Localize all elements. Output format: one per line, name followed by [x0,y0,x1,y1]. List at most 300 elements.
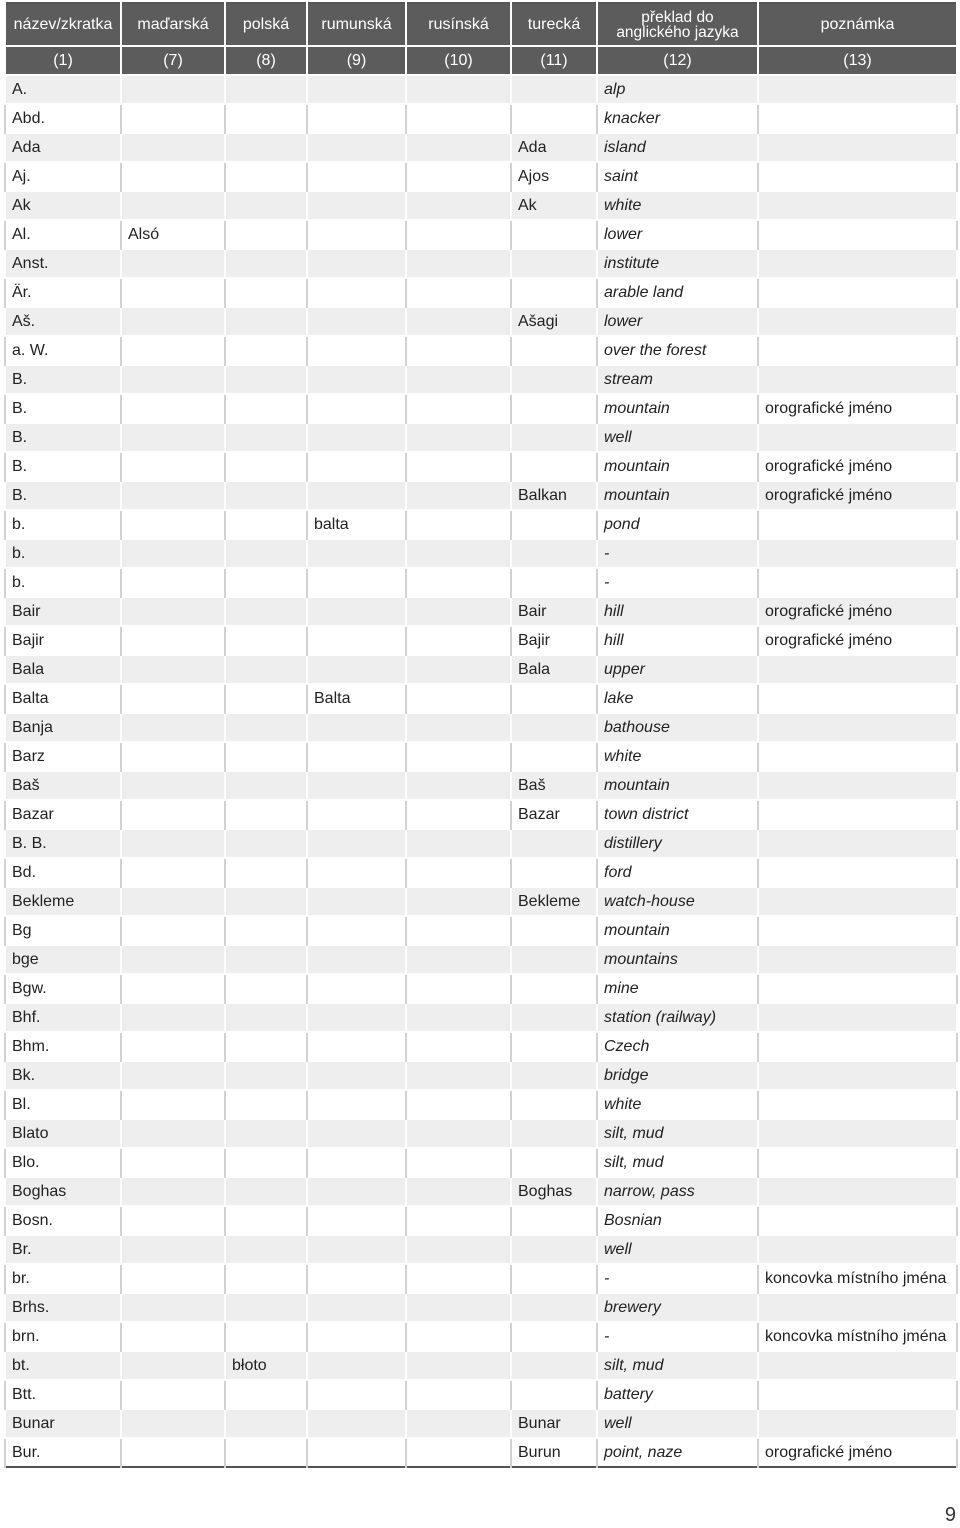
cell-polish [225,597,307,626]
cell-polish [225,742,307,771]
cell-turkish [511,742,597,771]
cell-english: Bosnian [597,1206,758,1235]
cell-name: Bala [5,655,121,684]
cell-romanian [307,365,406,394]
cell-polish [225,423,307,452]
cell-turkish: Balkan [511,481,597,510]
cell-polish [225,1206,307,1235]
cell-english: upper [597,655,758,684]
cell-romanian [307,1119,406,1148]
cell-romanian: balta [307,510,406,539]
cell-note [758,887,957,916]
cell-name: Bur. [5,1438,121,1467]
cell-romanian [307,974,406,1003]
cell-romanian [307,423,406,452]
cell-note: orografické jméno [758,597,957,626]
cell-english: lower [597,307,758,336]
cell-name: br. [5,1264,121,1293]
cell-rusyn [406,423,511,452]
cell-note: orografické jméno [758,626,957,655]
cell-hungarian [121,1293,225,1322]
cell-name: brn. [5,1322,121,1351]
cell-turkish [511,220,597,249]
table-row [5,481,957,510]
cell-english: alp [597,75,758,104]
cell-turkish [511,539,597,568]
cell-turkish: Baš [511,771,597,800]
cell-rusyn [406,713,511,742]
cell-polish [225,336,307,365]
cell-name: Abd. [5,104,121,133]
cell-rusyn [406,1177,511,1206]
cell-note [758,1148,957,1177]
cell-name: Är. [5,278,121,307]
column-number-row [5,46,957,75]
table-row [5,1438,957,1467]
table-row [5,1003,957,1032]
cell-english: battery [597,1380,758,1409]
cell-hungarian [121,452,225,481]
cell-english: island [597,133,758,162]
cell-hungarian [121,423,225,452]
cell-polish [225,104,307,133]
cell-rusyn [406,1090,511,1119]
cell-english: Czech [597,1032,758,1061]
table-row [5,423,957,452]
cell-turkish [511,1090,597,1119]
cell-name: Blo. [5,1148,121,1177]
cell-note [758,742,957,771]
cell-polish [225,481,307,510]
cell-name: Bhm. [5,1032,121,1061]
cell-rusyn [406,191,511,220]
table-row [5,916,957,945]
cell-english: mountain [597,481,758,510]
cell-name: a. W. [5,336,121,365]
cell-turkish [511,510,597,539]
cell-romanian [307,1264,406,1293]
cell-name: B. [5,423,121,452]
table-row [5,771,957,800]
cell-hungarian [121,510,225,539]
cell-note [758,1293,957,1322]
cell-note [758,945,957,974]
cell-note [758,684,957,713]
cell-rusyn [406,1206,511,1235]
cell-romanian [307,336,406,365]
table-row [5,75,957,104]
cell-romanian [307,1293,406,1322]
cell-name: Barz [5,742,121,771]
cell-name: B. [5,394,121,423]
cell-rusyn [406,1003,511,1032]
cell-note [758,191,957,220]
cell-romanian [307,771,406,800]
cell-note [758,278,957,307]
cell-hungarian [121,75,225,104]
cell-note [758,1177,957,1206]
column-number: (11) [511,46,597,75]
cell-romanian [307,713,406,742]
table-row [5,539,957,568]
cell-rusyn [406,887,511,916]
cell-turkish [511,1206,597,1235]
cell-note [758,858,957,887]
cell-romanian [307,307,406,336]
cell-rusyn [406,162,511,191]
cell-polish [225,626,307,655]
cell-hungarian [121,1032,225,1061]
cell-english: brewery [597,1293,758,1322]
cell-note [758,771,957,800]
cell-note [758,1061,957,1090]
cell-romanian [307,945,406,974]
cell-name: B. [5,481,121,510]
cell-name: Bekleme [5,887,121,916]
cell-hungarian [121,1119,225,1148]
cell-english: saint [597,162,758,191]
cell-rusyn [406,249,511,278]
cell-romanian [307,75,406,104]
table-row [5,1032,957,1061]
cell-english: - [597,1322,758,1351]
cell-polish [225,1235,307,1264]
cell-note: koncovka místního jména [758,1264,957,1293]
cell-turkish [511,1264,597,1293]
cell-name: Ak [5,191,121,220]
table-row [5,278,957,307]
cell-polish [225,249,307,278]
cell-hungarian [121,1380,225,1409]
cell-name: Bajir [5,626,121,655]
column-header-note: poznámka [758,3,957,46]
cell-polish [225,829,307,858]
cell-english: well [597,1409,758,1438]
cell-note [758,75,957,104]
cell-rusyn [406,1119,511,1148]
cell-polish [225,887,307,916]
table-row [5,1322,957,1351]
cell-note [758,974,957,1003]
cell-romanian [307,1148,406,1177]
cell-hungarian [121,1351,225,1380]
cell-note: koncovka místního jména [758,1322,957,1351]
cell-turkish [511,394,597,423]
cell-name: Bair [5,597,121,626]
cell-rusyn [406,336,511,365]
cell-rusyn [406,75,511,104]
cell-turkish: Bair [511,597,597,626]
table-row [5,1090,957,1119]
cell-note [758,1235,957,1264]
cell-hungarian [121,539,225,568]
cell-hungarian [121,307,225,336]
cell-polish [225,394,307,423]
cell-note [758,220,957,249]
cell-hungarian [121,104,225,133]
cell-name: Blato [5,1119,121,1148]
table-row [5,1235,957,1264]
cell-note: orografické jméno [758,1438,957,1467]
cell-name: b. [5,510,121,539]
cell-polish [225,1264,307,1293]
cell-hungarian [121,1409,225,1438]
cell-turkish [511,568,597,597]
cell-note [758,1351,957,1380]
cell-hungarian [121,1322,225,1351]
cell-name: Baš [5,771,121,800]
column-header-english-line2: anglického jazyka [616,23,739,41]
cell-english: lower [597,220,758,249]
cell-romanian [307,655,406,684]
cell-polish [225,220,307,249]
cell-english: pond [597,510,758,539]
cell-name: Bk. [5,1061,121,1090]
table-row [5,1409,957,1438]
cell-hungarian [121,191,225,220]
cell-note [758,1032,957,1061]
cell-english: - [597,568,758,597]
cell-name: Aj. [5,162,121,191]
cell-rusyn [406,1148,511,1177]
cell-note [758,1003,957,1032]
cell-turkish [511,75,597,104]
cell-english: arable land [597,278,758,307]
cell-note [758,1206,957,1235]
cell-rusyn [406,1438,511,1467]
cell-polish [225,974,307,1003]
cell-name: Bgw. [5,974,121,1003]
cell-polish: błoto [225,1351,307,1380]
cell-english: mountain [597,452,758,481]
cell-note [758,1119,957,1148]
cell-note [758,162,957,191]
cell-name: Aš. [5,307,121,336]
cell-rusyn [406,1264,511,1293]
cell-romanian [307,1032,406,1061]
cell-turkish [511,452,597,481]
cell-romanian [307,626,406,655]
cell-english: knacker [597,104,758,133]
cell-name: Btt. [5,1380,121,1409]
cell-hungarian [121,1148,225,1177]
cell-note [758,249,957,278]
cell-polish [225,1409,307,1438]
cell-polish [225,365,307,394]
cell-romanian [307,1090,406,1119]
cell-rusyn [406,742,511,771]
cell-english: well [597,1235,758,1264]
cell-polish [225,1090,307,1119]
cell-english: silt, mud [597,1148,758,1177]
cell-rusyn [406,771,511,800]
cell-name: Anst. [5,249,121,278]
cell-name: Banja [5,713,121,742]
cell-note [758,800,957,829]
cell-polish [225,191,307,220]
cell-romanian [307,1322,406,1351]
cell-romanian [307,1206,406,1235]
table-row [5,1380,957,1409]
column-number: (9) [307,46,406,75]
cell-hungarian [121,742,225,771]
cell-polish [225,1061,307,1090]
cell-polish [225,1293,307,1322]
cell-note [758,423,957,452]
cell-polish [225,771,307,800]
cell-turkish [511,1380,597,1409]
cell-english: mountains [597,945,758,974]
cell-romanian [307,858,406,887]
table-row [5,162,957,191]
table-row [5,191,957,220]
cell-polish [225,916,307,945]
cell-note [758,336,957,365]
cell-rusyn [406,510,511,539]
cell-romanian [307,162,406,191]
table-row [5,1148,957,1177]
cell-turkish: Bajir [511,626,597,655]
cell-turkish [511,104,597,133]
cell-rusyn [406,858,511,887]
cell-english: watch-house [597,887,758,916]
header-row [5,3,957,46]
cell-english: bridge [597,1061,758,1090]
cell-rusyn [406,568,511,597]
cell-romanian [307,1409,406,1438]
cell-name: b. [5,539,121,568]
cell-rusyn [406,539,511,568]
cell-polish [225,1322,307,1351]
cell-polish [225,800,307,829]
cell-turkish: Ada [511,133,597,162]
cell-polish [225,1380,307,1409]
cell-note: orografické jméno [758,452,957,481]
cell-turkish [511,1032,597,1061]
cell-rusyn [406,394,511,423]
cell-rusyn [406,1380,511,1409]
cell-hungarian [121,1177,225,1206]
cell-english: - [597,1264,758,1293]
cell-hungarian [121,278,225,307]
cell-name: A. [5,75,121,104]
table-row [5,307,957,336]
cell-hungarian [121,945,225,974]
cell-name: b. [5,568,121,597]
cell-polish [225,162,307,191]
cell-rusyn [406,1032,511,1061]
glossary-body [5,75,957,1467]
table-row [5,394,957,423]
cell-name: Ada [5,133,121,162]
cell-rusyn [406,133,511,162]
cell-turkish [511,713,597,742]
cell-romanian [307,104,406,133]
column-header-hungarian: maďarská [121,3,225,46]
cell-hungarian [121,162,225,191]
cell-polish [225,278,307,307]
cell-name: Bosn. [5,1206,121,1235]
cell-note [758,104,957,133]
cell-note [758,916,957,945]
cell-hungarian [121,800,225,829]
cell-romanian [307,1061,406,1090]
cell-name: Al. [5,220,121,249]
cell-polish [225,684,307,713]
cell-polish [225,307,307,336]
cell-hungarian [121,713,225,742]
cell-hungarian [121,481,225,510]
cell-rusyn [406,800,511,829]
cell-hungarian: Alsó [121,220,225,249]
cell-turkish [511,974,597,1003]
cell-hungarian [121,597,225,626]
cell-rusyn [406,1351,511,1380]
table-row [5,336,957,365]
table-row [5,1177,957,1206]
cell-hungarian [121,336,225,365]
table-row [5,1061,957,1090]
cell-english: point, naze [597,1438,758,1467]
cell-rusyn [406,1235,511,1264]
cell-turkish [511,1119,597,1148]
cell-english: mountain [597,916,758,945]
cell-english: stream [597,365,758,394]
cell-hungarian [121,1003,225,1032]
cell-turkish: Bala [511,655,597,684]
cell-rusyn [406,626,511,655]
cell-name: bge [5,945,121,974]
cell-note [758,133,957,162]
cell-turkish: Bekleme [511,887,597,916]
cell-romanian [307,220,406,249]
cell-turkish: Burun [511,1438,597,1467]
cell-note [758,1090,957,1119]
glossary-table [4,2,958,1468]
column-number: (12) [597,46,758,75]
cell-romanian [307,1438,406,1467]
cell-turkish [511,365,597,394]
cell-romanian [307,742,406,771]
cell-name: Bunar [5,1409,121,1438]
cell-romanian: Balta [307,684,406,713]
column-number: (10) [406,46,511,75]
cell-romanian [307,568,406,597]
cell-turkish [511,249,597,278]
cell-turkish: Ak [511,191,597,220]
cell-hungarian [121,626,225,655]
cell-hungarian [121,829,225,858]
cell-hungarian [121,1235,225,1264]
cell-turkish: Ašagi [511,307,597,336]
table-row [5,452,957,481]
cell-english: town district [597,800,758,829]
cell-hungarian [121,974,225,1003]
cell-polish [225,75,307,104]
table-row [5,713,957,742]
table-row [5,249,957,278]
cell-polish [225,1177,307,1206]
table-row [5,626,957,655]
cell-hungarian [121,684,225,713]
cell-english: hill [597,597,758,626]
column-number: (7) [121,46,225,75]
cell-turkish [511,423,597,452]
column-header-rusyn: rusínská [406,3,511,46]
cell-note [758,539,957,568]
cell-english: white [597,742,758,771]
cell-romanian [307,133,406,162]
